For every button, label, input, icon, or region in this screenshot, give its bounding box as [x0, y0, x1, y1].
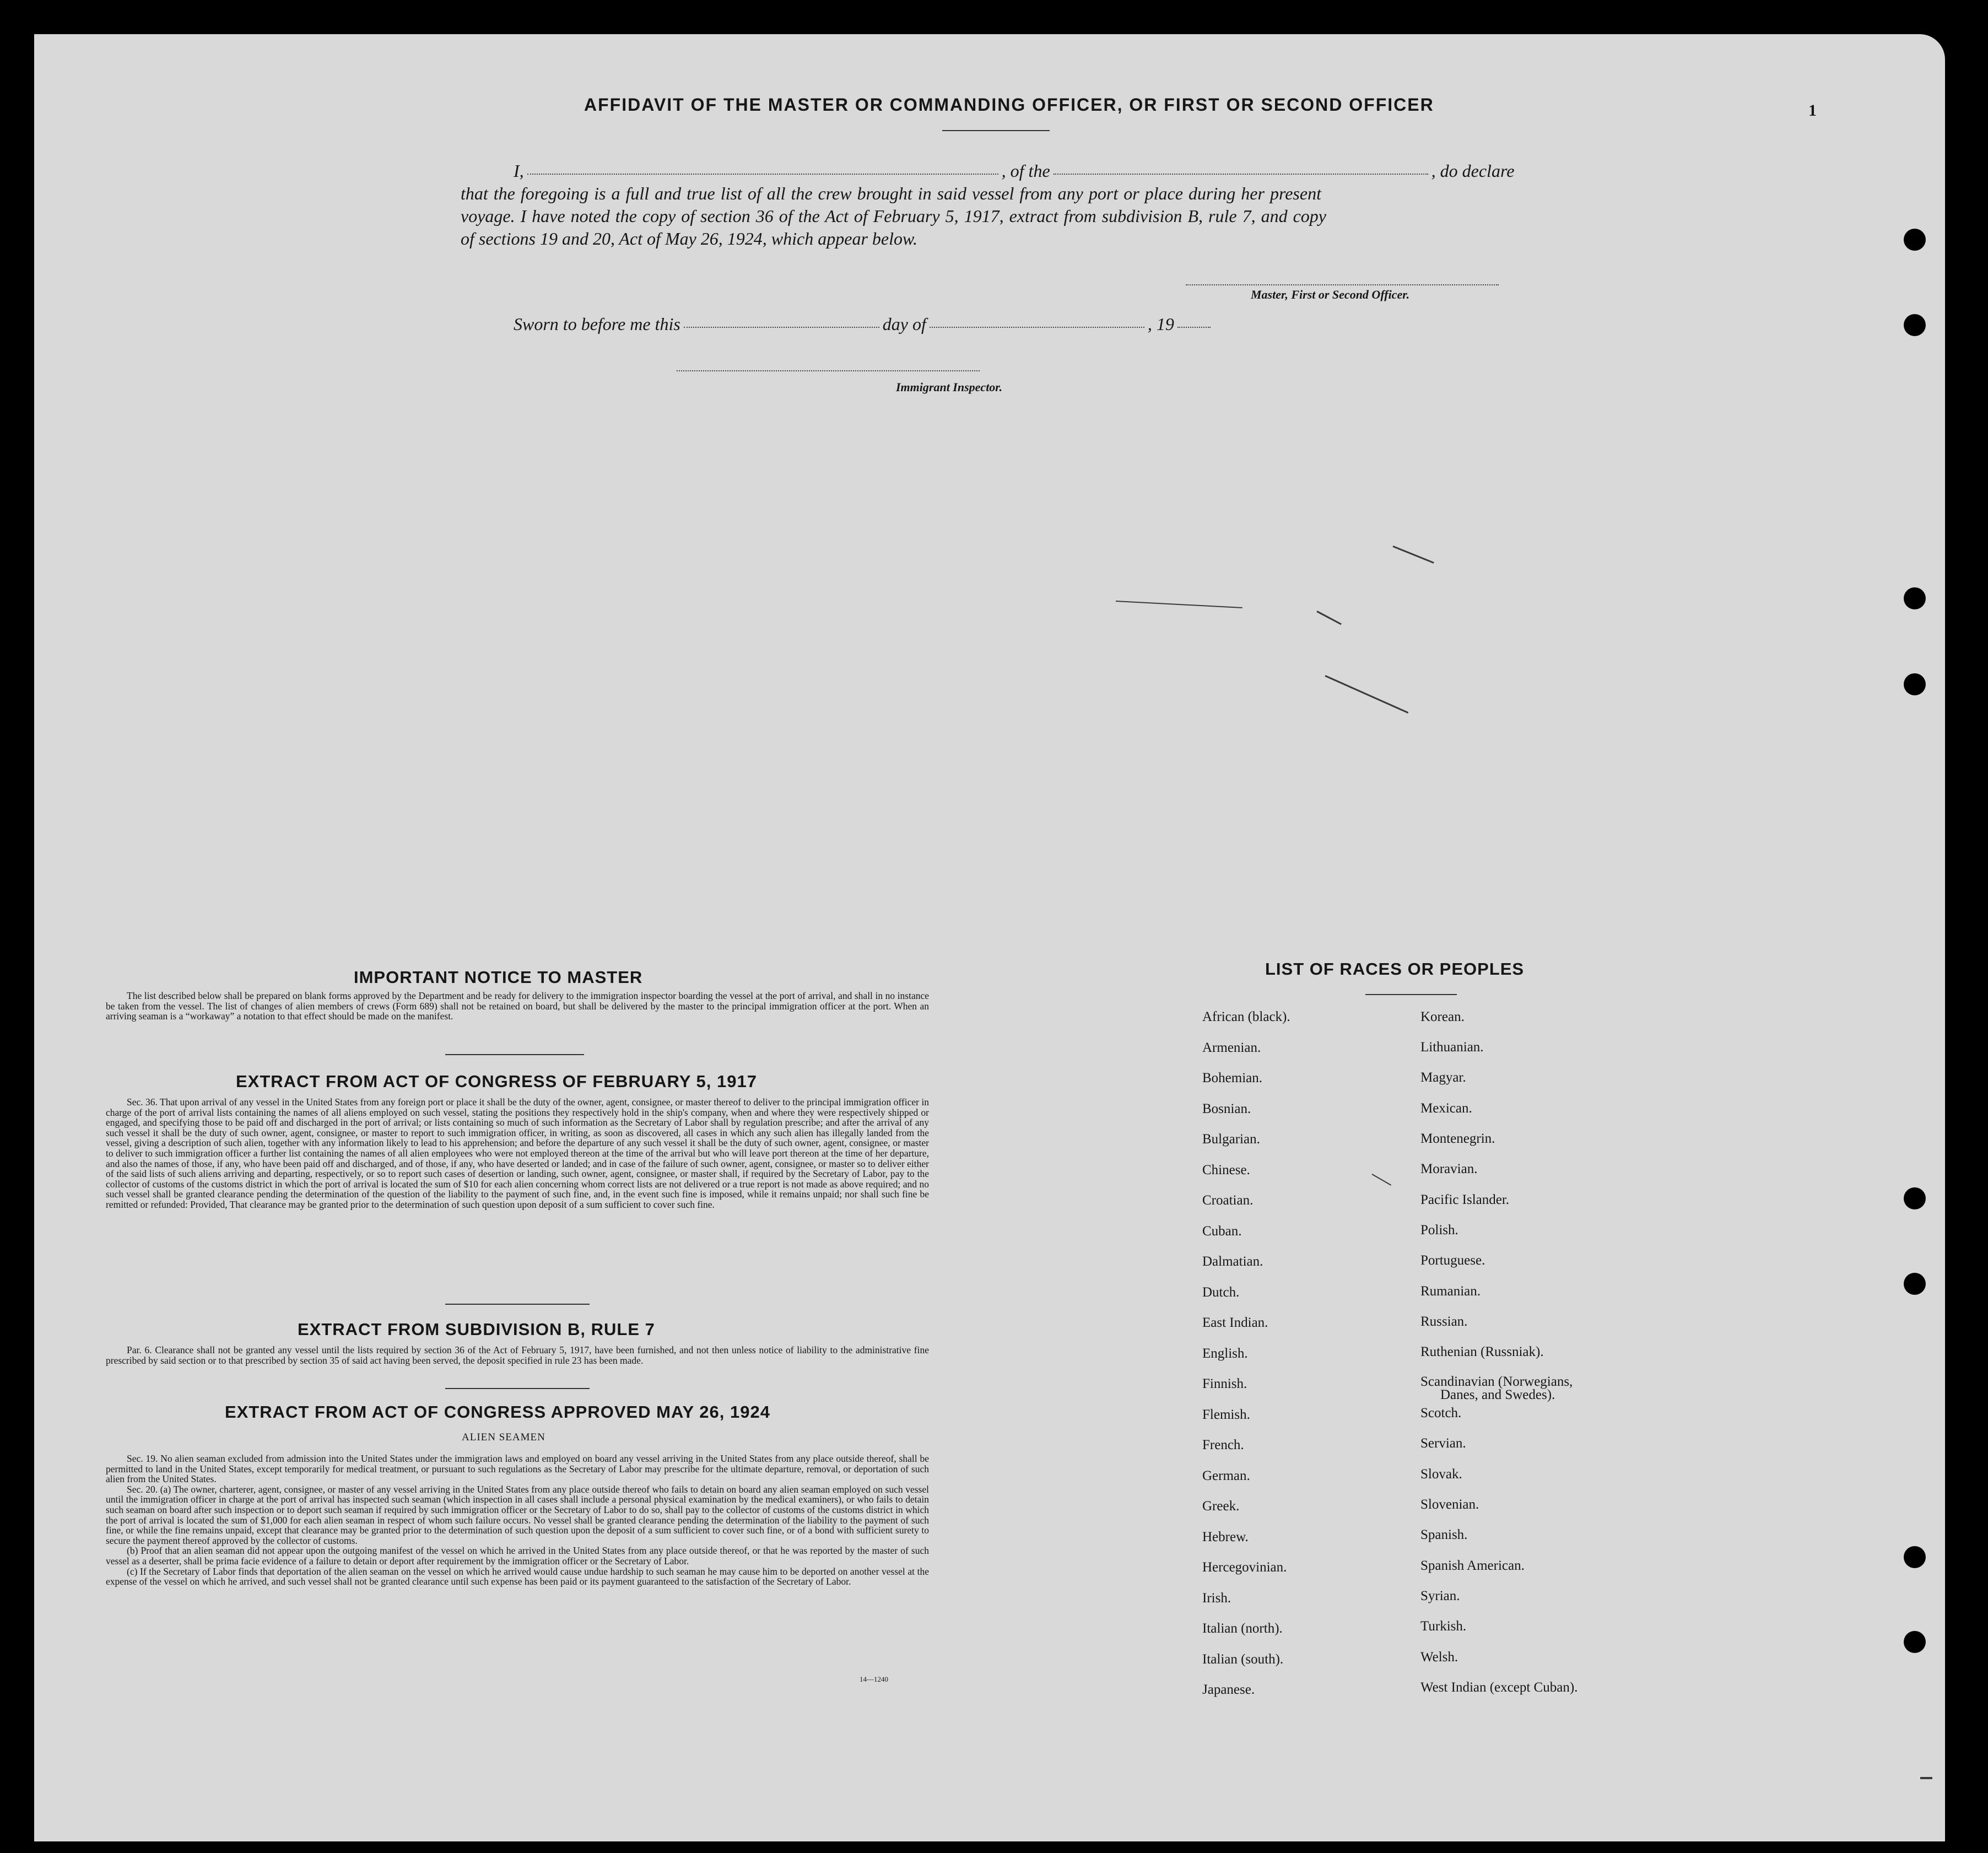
- declaration-line-1: [514, 161, 1514, 181]
- inspector-signature-line[interactable]: [677, 370, 980, 371]
- race-item: Chinese.: [1202, 1162, 1250, 1177]
- race-item: Polish.: [1420, 1223, 1458, 1238]
- sec-20c-paragraph: (c) If the Secretary of Labor finds that deportation of the alien seaman on the vessel on which he arrived would cause undue hardship to such seaman he may cause him to be deported on another vessel at the expense of the vessel on which he arrived, and such vessel shall not be granted clearance until such expense has been paid or its payment guaranteed to the satisfaction of the Secretary of Labor.: [106, 1565, 929, 1587]
- race-item: Spanish American.: [1420, 1558, 1525, 1573]
- race-item: Italian (north).: [1202, 1621, 1283, 1636]
- act-1917-text: [106, 1097, 929, 1210]
- race-item: Slovenian.: [1420, 1497, 1479, 1512]
- race-item: Dutch.: [1202, 1284, 1240, 1300]
- race-item: East Indian.: [1202, 1315, 1268, 1330]
- year-blank[interactable]: [1177, 327, 1211, 328]
- punch-hole: [1904, 1546, 1926, 1568]
- race-item: Italian (south).: [1202, 1651, 1284, 1667]
- act-1924-title: EXTRACT FROM ACT OF CONGRESS APPROVED MAY 26, 1924: [225, 1402, 770, 1422]
- notice-paragraph: The list described below shall be prepared on blank forms approved by the Department and be ready for delivery to the immigration inspector boarding the vessel at the port of arrival, and shall in no instance be taken from the vessel. The list of changes of alien members of crews (Form 689) shall not be retained on board, but shall be delivered by the master to the principal immigration officer at the port. When an arriving seaman is a “workaway” a notation to that effect should be made on the manifest.: [106, 990, 929, 1022]
- races-rule: [1365, 994, 1457, 995]
- sec-36-paragraph: Sec. 36. That upon arrival of any vessel in the United States from any foreign port or place it shall be the duty of the owner, agent, consignee, or master thereof to deliver to the principal immigration officer in charge of the port of arrival lists containing the names of all aliens employed on such vessel, stating the positions they respectively hold in the ship's company, when and where they were respectively shipped or engaged, and specifying those to be paid off and discharged in the port of arrival; or lists containing so much of such information as the Secretary of Labor shall by regulation prescribe; and after the arrival of any such vessel it shall be the duty of such owner, agent, consignee, or master to report to such immigration officer, in writing, as soon as discovered, all cases in which any such alien has illegally landed from the vessel, giving a description of such alien, together with any information likely to lead to his apprehension; and before the departure of any such vessel it shall be the duty of such owner, agent, consignee, or master to deliver to such immigration officer a further list containing the names of all alien employees who were not employed thereon at the time of the arrival but who will leave port thereon at the time of her departure, and also the names of those, if any, who have been paid off and discharged, and of those, if any, who have deserted or landed; and in case of the failure of such owner, agent, consignee, or master so to deliver either of the said lists of such aliens arriving and departing, respectively, or so to report such cases of desertion or landing, such owner, agent, consignee, or master shall, if required by the Secretary of Labor, pay to the collector of customs of the customs district in which the port of arrival is located the sum of $10 for each alien concerning whom correct lists are not delivered or a true report is not made as above required; and no such vessel shall be granted clearance pending the determination of the question of the liability to the payment of such fine, and, in the event such fine is imposed, while it remains unpaid; nor shall such fine be remitted or refunded: Provided, That clearance may be granted prior to the determination of such question upon deposit of a sum sufficient to cover such fine.: [106, 1096, 929, 1210]
- race-item: English.: [1202, 1346, 1248, 1361]
- race-item: Lithuanian.: [1420, 1040, 1484, 1055]
- vessel-blank[interactable]: [1054, 174, 1428, 175]
- punch-hole: [1904, 587, 1926, 609]
- race-item: Welsh.: [1420, 1650, 1458, 1665]
- race-item: Bosnian.: [1202, 1101, 1251, 1116]
- race-item: Dalmatian.: [1202, 1254, 1263, 1269]
- punch-hole: [1904, 673, 1926, 695]
- race-item: African (black).: [1202, 1009, 1290, 1024]
- punch-hole: [1904, 1273, 1926, 1295]
- race-item: Hercegovinian.: [1202, 1560, 1287, 1575]
- declaration-line-3: voyage. I have noted the copy of section 36 of the Act of February 5, 1917, extract from subdivision B, rule 7, and copy: [461, 206, 1326, 226]
- declaration-line-4: of sections 19 and 20, Act of May 26, 1924, which appear below.: [461, 229, 917, 248]
- of-the-label: , of the: [1001, 161, 1050, 181]
- race-item: Irish.: [1202, 1590, 1231, 1606]
- sec-19-paragraph: Sec. 19. No alien seaman excluded from admission into the United States under the immigration laws and employed on board any vessel arriving in the United States from any place outside thereof, shall be permitted to land in the United States, except temporarily for medical treatment, or pursuant to such regulations as the Secretary of Labor may prescribe for the ultimate departure, removal, or deportation of such alien from the United States.: [106, 1453, 929, 1485]
- race-item: Scandinavian (Norwegians,: [1420, 1374, 1573, 1389]
- notice-text: [106, 991, 929, 1022]
- race-item: Croatian.: [1202, 1193, 1254, 1208]
- day-of-label: day of: [882, 314, 926, 334]
- race-item: German.: [1202, 1468, 1250, 1483]
- punch-hole: [1904, 229, 1926, 251]
- race-item: Armenian.: [1202, 1040, 1261, 1055]
- race-item: Portuguese.: [1420, 1253, 1485, 1268]
- race-item: Scotch.: [1420, 1406, 1462, 1420]
- race-item: Rumanian.: [1420, 1284, 1481, 1299]
- race-item: Spanish.: [1420, 1527, 1468, 1542]
- race-item: Hebrew.: [1202, 1529, 1249, 1544]
- race-item: Servian.: [1420, 1436, 1466, 1451]
- race-item: West Indian (except Cuban).: [1420, 1680, 1578, 1695]
- race-item: Bulgarian.: [1202, 1132, 1260, 1147]
- section-rule: [445, 1304, 590, 1305]
- notice-title: IMPORTANT NOTICE TO MASTER: [354, 968, 643, 987]
- race-item: Finnish.: [1202, 1376, 1247, 1391]
- pencil-mark: [1920, 1777, 1932, 1779]
- races-title: LIST OF RACES OR PEOPLES: [1265, 959, 1525, 979]
- sworn-line: [514, 314, 1214, 334]
- sworn-month-blank[interactable]: [930, 327, 1144, 328]
- alien-seamen-subtitle: ALIEN SEAMEN: [462, 1431, 545, 1443]
- par-6-paragraph: Par. 6. Clearance shall not be granted any vessel until the lists required by section 36 of the Act of February 5, 1917, have been furnished, and not then unless notice of liability to the administrative fine prescribed by said section or to that prescribed by section 35 of said act having been served, the deposit specified in rule 23 has been made.: [106, 1344, 929, 1366]
- act-1917-title: EXTRACT FROM ACT OF CONGRESS OF FEBRUARY 5, 1917: [236, 1072, 757, 1091]
- race-item: Flemish.: [1202, 1407, 1250, 1422]
- race-item: Turkish.: [1420, 1619, 1467, 1634]
- punch-hole: [1904, 1631, 1926, 1653]
- sec-20b-paragraph: (b) Proof that an alien seaman did not appear upon the outgoing manifest of the vessel on which he arrived in the United States from any place outside thereof, or that he was reported by the master of such vessel as a deserter, shall be prima facie evidence of a failure to detain or deport after requirement by the immigration officer or the Secretary of Labor.: [106, 1545, 929, 1566]
- race-item: Danes, and Swedes).: [1440, 1387, 1555, 1402]
- page-mark: 1: [1808, 101, 1817, 120]
- race-item: Cuban.: [1202, 1223, 1242, 1239]
- race-item: Mexican.: [1420, 1101, 1472, 1116]
- race-item: Ruthenian (Russniak).: [1420, 1344, 1544, 1359]
- race-item: Pacific Islander.: [1420, 1192, 1510, 1207]
- race-item: Syrian.: [1420, 1589, 1460, 1603]
- section-rule: [445, 1054, 584, 1055]
- race-item: Slovak.: [1420, 1467, 1462, 1482]
- sworn-day-blank[interactable]: [684, 327, 879, 328]
- do-declare-label: , do declare: [1431, 161, 1515, 181]
- master-signature-line[interactable]: [1186, 284, 1499, 285]
- subdivision-text: [106, 1345, 929, 1365]
- race-item: Bohemian.: [1202, 1071, 1263, 1085]
- race-item: Japanese.: [1202, 1682, 1255, 1697]
- race-item: Moravian.: [1420, 1161, 1478, 1176]
- act-1924-text: [106, 1454, 929, 1587]
- section-rule: [445, 1388, 590, 1389]
- sec-20a-paragraph: Sec. 20. (a) The owner, charterer, agent, consignee, or master of any vessel arriving in the United States from any place outside thereof who fails to detain on board any alien seaman employed on such vessel until the immigration officer in charge at the port of arrival has inspected such seaman (which inspection in all cases shall include a personal physical examination by the medical examiners), or who fails to detain such seaman on board after such inspection or to deport such seaman if required by such immigration officer or the Secretary of Labor to do so, shall pay to the collector of customs of the customs district in which the port of arrival is located the sum of $1,000 for each alien seaman in respect of whom such failure occurs. No vessel shall be granted clearance pending the determination of the liability to the payment of such fine, or while the fine remains unpaid, except that clearance may be granted prior to the determination of such question upon the deposit of a sum sufficient to cover such fine, or of a bond with sufficient surety to secure the payment thereof approved by the collector of customs.: [106, 1483, 929, 1546]
- race-item: Magyar.: [1420, 1070, 1466, 1085]
- sworn-label: Sworn to before me this: [514, 314, 680, 334]
- subdivision-title: EXTRACT FROM SUBDIVISION B, RULE 7: [298, 1320, 655, 1339]
- master-caption: Master, First or Second Officer.: [1251, 288, 1410, 301]
- race-item: Korean.: [1420, 1009, 1465, 1024]
- affidavit-title: AFFIDAVIT OF THE MASTER OR COMMANDING OFFICER, OR FIRST OR SECOND OFFICER: [584, 95, 1434, 115]
- punch-hole: [1904, 314, 1926, 336]
- race-item: Greek.: [1202, 1499, 1240, 1514]
- title-rule: [942, 130, 1050, 131]
- race-item: French.: [1202, 1438, 1244, 1452]
- race-item: Montenegrin.: [1420, 1131, 1495, 1146]
- i-label: I,: [514, 161, 524, 181]
- declaration-line-2: that the foregoing is a full and true list of all the crew brought in said vessel from any port or place during her present: [461, 183, 1321, 203]
- inspector-caption: Immigrant Inspector.: [896, 380, 1003, 394]
- year-label: , 19: [1147, 314, 1174, 334]
- race-item: Russian.: [1420, 1314, 1468, 1329]
- punch-hole: [1904, 1187, 1926, 1209]
- form-number: 14—1240: [860, 1675, 888, 1683]
- name-blank[interactable]: [527, 174, 998, 175]
